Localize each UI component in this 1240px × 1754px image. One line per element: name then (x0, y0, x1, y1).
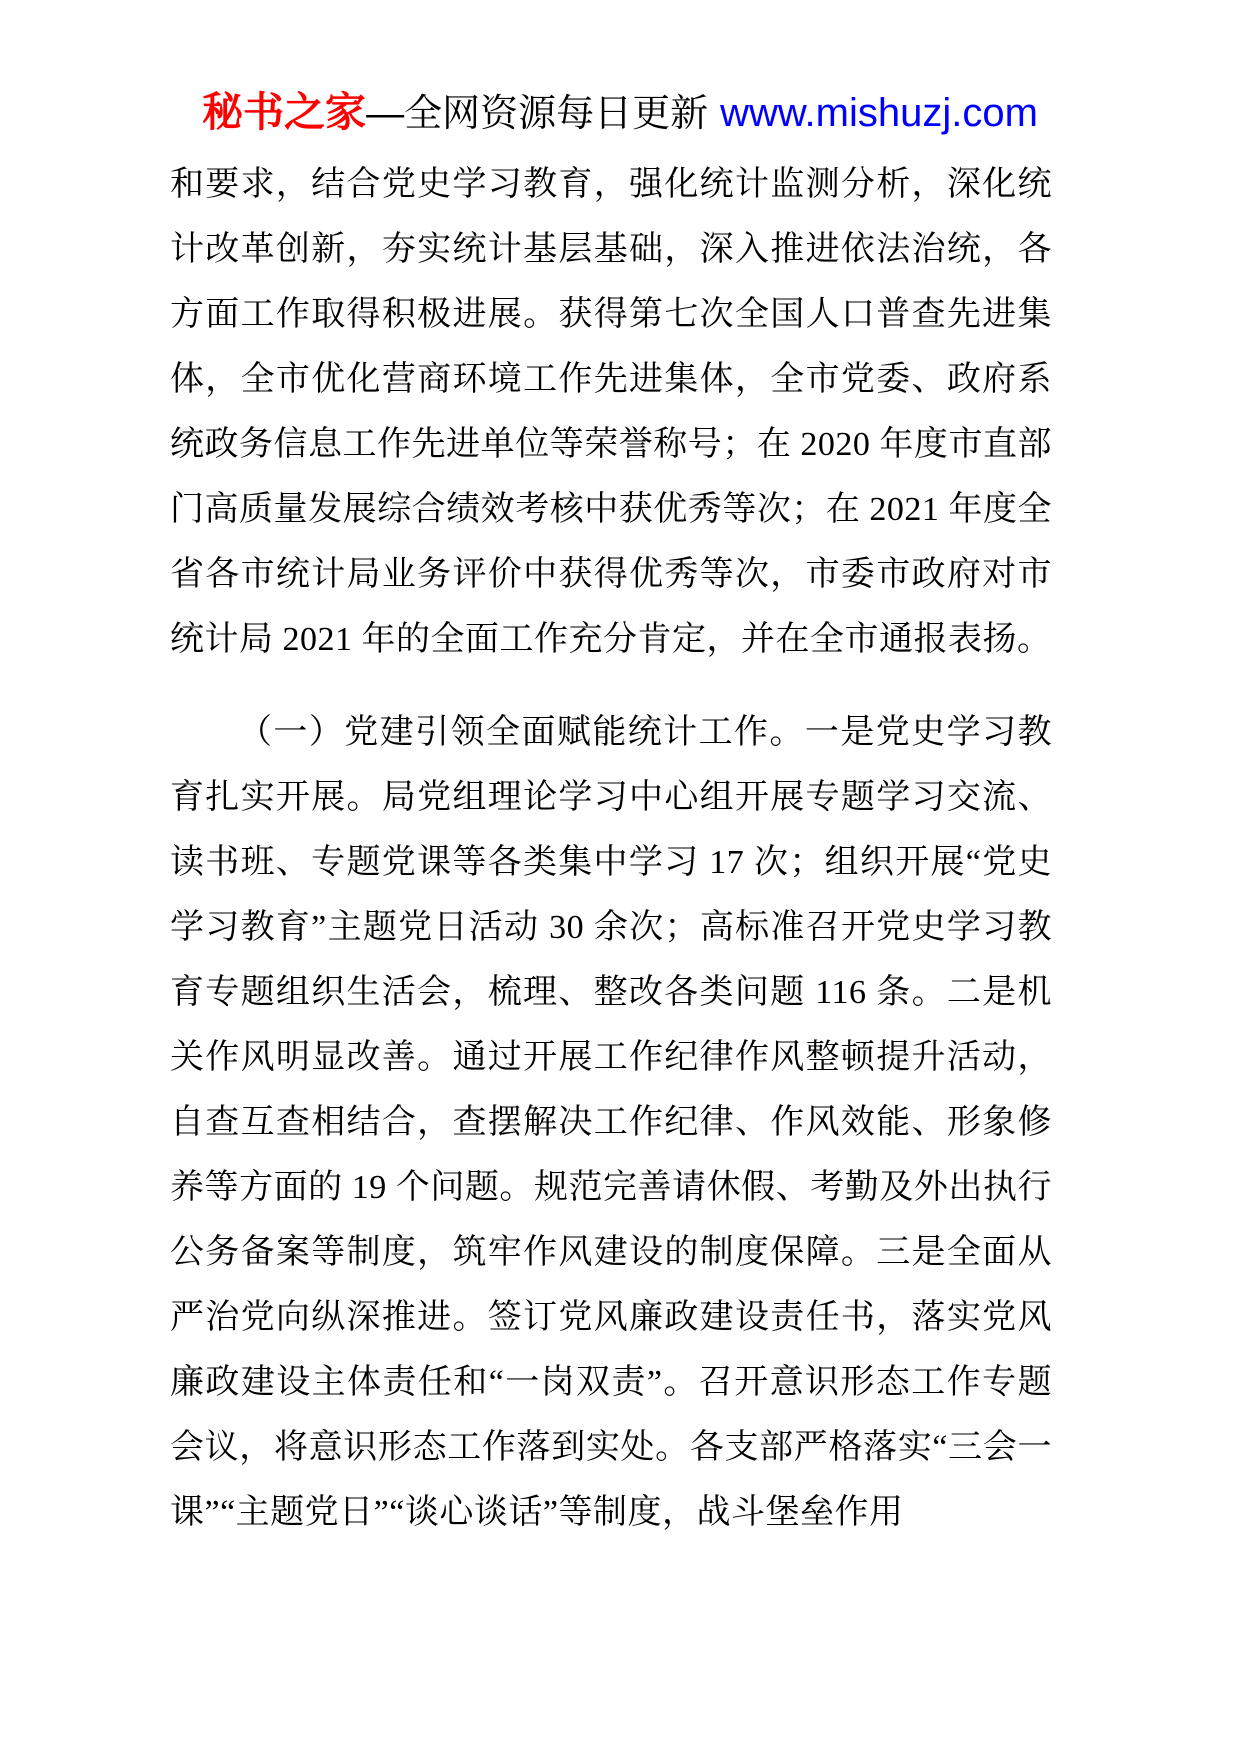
header-tagline: 全网资源每日更新 (404, 93, 709, 135)
site-url-link[interactable]: www.mishuzj.com (720, 91, 1038, 135)
body-paragraph-1: 和要求，结合党史学习教育，强化统计监测分析，深化统计改革创新，夯实统计基层基础，深入推进依法治统，各方面工作取得积极进展。获得第七次全国人口普查先进集体，全市优化营商环境工作先进集体，全市党委、政府系统政务信息工作先进单位等荣誉称号；在 2020 年度市直部门高质量发展综合绩效考核中获优秀等次；在 2021 年度全省各市统计局业务评价中获得优秀等次，市委市政府对市统计局 2021 年的全面工作充分肯定，并在全市通报表扬。 (170, 166, 1052, 658)
body-paragraph-2: （一）党建引领全面赋能统计工作。一是党史学习教育扎实开展。局党组理论学习中心组开展专题学习交流、读书班、专题党课等各类集中学习 17 次；组织开展“党史学习教育”主题党日活动 30 余次；高标准召开党史学习教育专题组织生活会，梳理、整改各类问题 116 条。二是机关作风明显改善。通过开展工作纪律作风整顿提升活动，自查互查相结合，查摆解决工作纪律、作风效能、形象修养等方面的 19 个问题。规范完善请休假、考勤及外出执行公务备案等制度，筑牢作风建设的制度保障。三是全面从严治党向纵深推进。签订党风廉政建设责任书，落实党风廉政建设主体责任和“一岗双责”。召开意识形态工作专题会议，将意识形态工作落到实处。各支部严格落实“三会一课”“主题党日”“谈心谈话”等制度，战斗堡垒作用 (170, 714, 1052, 1531)
header-separator: — (366, 93, 405, 135)
page-header (0, 86, 1240, 148)
document-body (170, 152, 1052, 1545)
site-name-logo: 秘书之家 (202, 89, 367, 135)
